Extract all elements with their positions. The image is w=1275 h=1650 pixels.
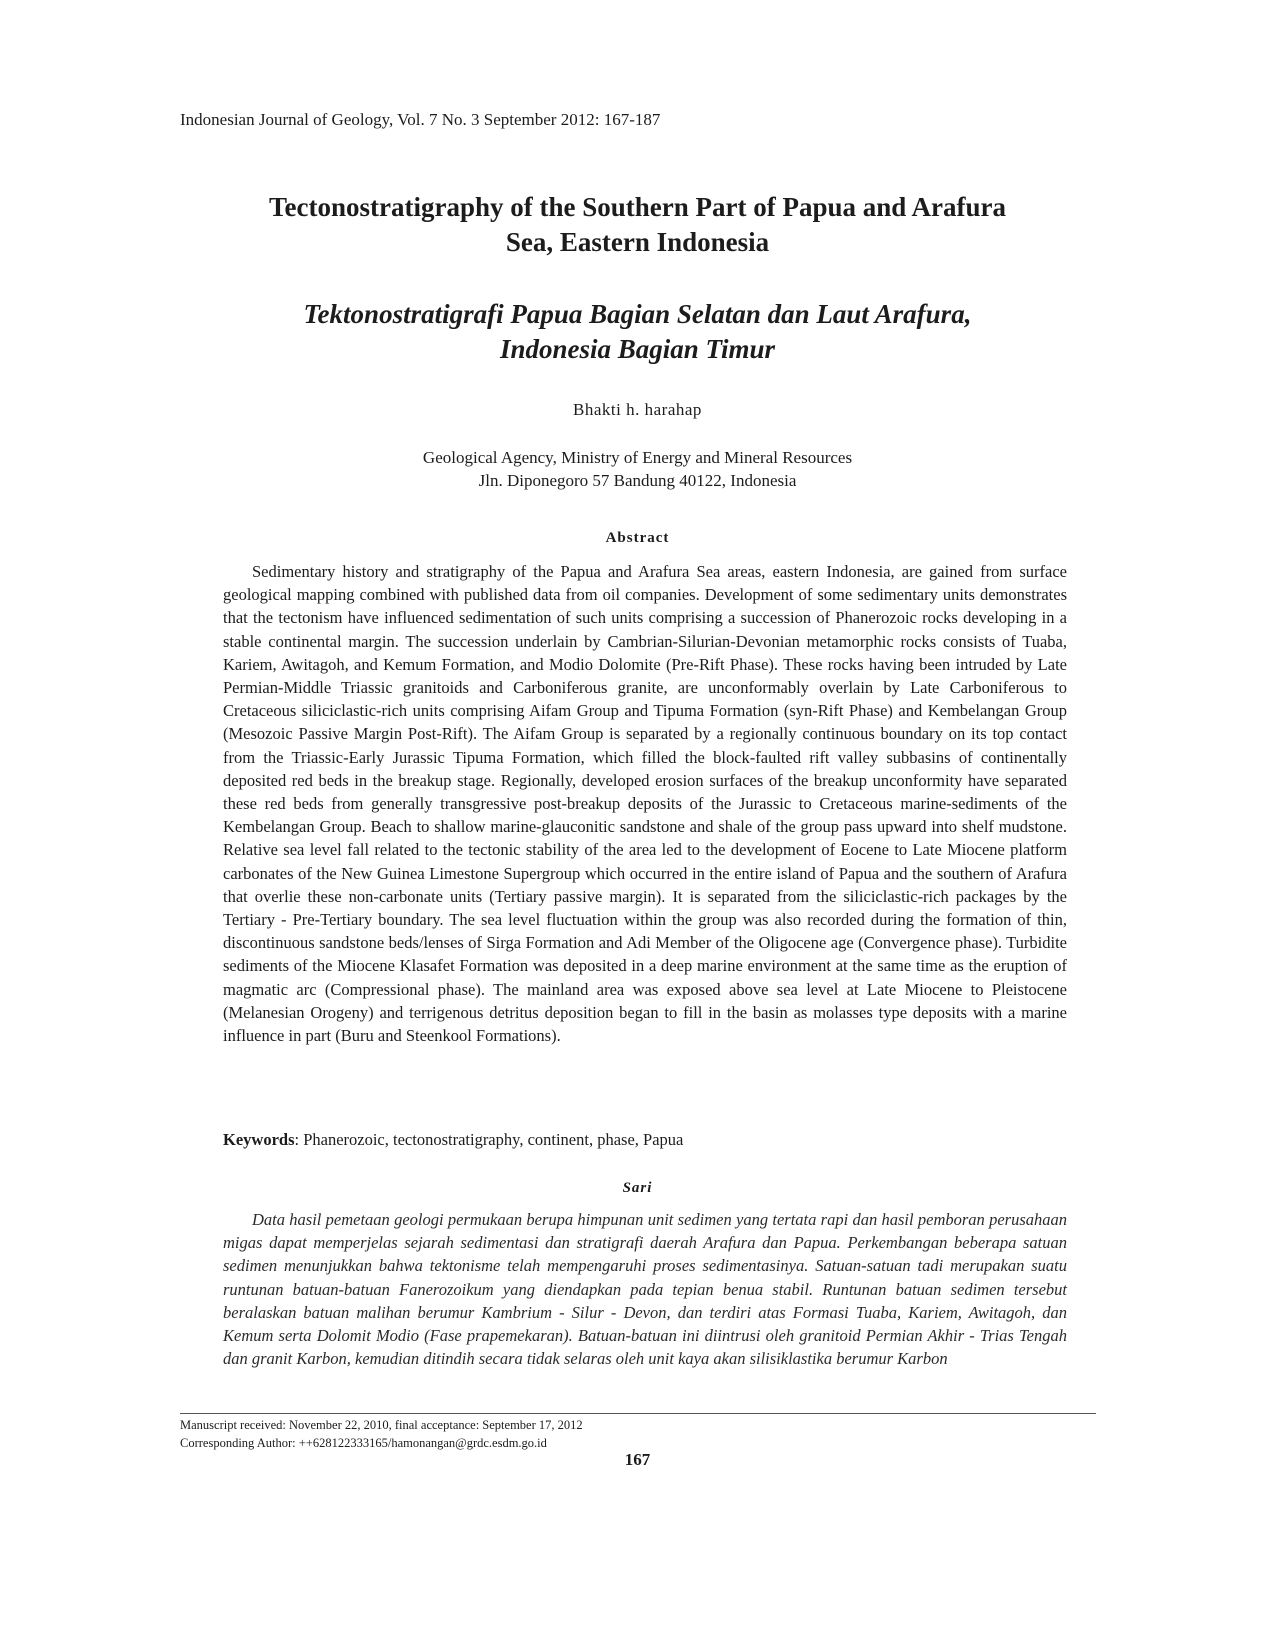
title-english (150, 190, 1125, 260)
sari-heading: Sari (622, 1180, 653, 1196)
title-english-line: Tectonostratigraphy of the Southern Part of Papua and Arafura (268, 192, 1006, 222)
title-indonesian (150, 297, 1125, 367)
corresponding-author: Corresponding Author: ++628122333165/hamonangan@grdc.esdm.go.id (180, 1436, 547, 1450)
footnote-divider (180, 1413, 1096, 1414)
manuscript-dates: Manuscript received: November 22, 2010, final acceptance: September 17, 2012 (180, 1418, 583, 1432)
title-indonesian-line: Tektonostratigrafi Papua Bagian Selatan dan Laut Arafura, (303, 299, 972, 329)
author-name: Bhakti h. harahap (573, 400, 702, 419)
keywords-label: Keywords (223, 1130, 295, 1149)
keywords-text: : Phanerozoic, tectonostratigraphy, continent, phase, Papua (294, 1130, 684, 1149)
page-number: 167 (624, 1450, 651, 1469)
abstract-heading: Abstract (605, 530, 670, 546)
abstract-text: Sedimentary history and stratigraphy of the Papua and Arafura Sea areas, eastern Indonesia, are gained from surface geological mapping combined with published data from oil companies. Development of some sedimentary units demonstrates that the tectonism have influenced sedimentation of such units comprising a succession of Phanerozoic rocks developing in a stable continental margin. The succession underlain by Cambrian-Silurian-Devonian metamorphic rocks consists of Tuaba, Kariem, Awitagoh, and Kemum Formation, and Modio Dolomite (Pre-Rift Phase). These rocks having been intruded by Late Permian-Middle Triassic granitoids and Carboniferous granite, are unconformably overlain by Late Carboniferous to Cretaceous siliciclastic-rich units comprising Aifam Group and Tipuma Formation (syn-Rift Phase) and Kembelangan Group (Mesozoic Passive Margin Post-Rift). The Aifam Group is separated by a regionally continuous boundary on its top contact from the Triassic-Early Jurassic Tipuma Formation, which filled the block-faulted rift valley subbasins of continentally deposited red beds in the breakup stage. Regionally, developed erosion surfaces of the breakup unconformity have separated these red beds from generally transgressive post-breakup deposits of the Jurassic to Cretaceous marine-sediments of the Kembelangan Group. Beach to shallow marine-glauconitic sandstone and shale of the group pass upward into shelf mudstone. Relative sea level fall related to the tectonic stability of the area led to the development of Eocene to Late Miocene platform carbonates of the New Guinea Limestone Supergroup which occurred in the entire island of Papua and the southern of Arafura that overlie these non-carbonate units (Tertiary passive margin). It is separated from the siliciclastic-rich packages by the Tertiary - Pre-Tertiary boundary. The sea level fluctuation within the group was also recorded during the formation of thin, discontinuous sandstone beds/lenses of Sirga Formation and Adi Member of the Oligocene age (Convergence phase). Turbidite sediments of the Miocene Klasafet Formation was deposited in a deep marine environment at the same time as the eruption of magmatic arc (Compressional phase). The mainland area was exposed above sea level at Late Miocene to Pleistocene (Melanesian Orogeny) and terrigenous detritus deposition began to fill in the basin as molasses type deposits with a marine influence in part (Buru and Steenkool Formations). (223, 562, 1067, 1046)
keywords (223, 1130, 683, 1150)
affiliation-line: Jln. Diponegoro 57 Bandung 40122, Indonesia (478, 471, 797, 490)
affiliation (0, 446, 1275, 492)
title-english-line: Sea, Eastern Indonesia (505, 227, 770, 257)
title-indonesian-line: Indonesia Bagian Timur (499, 334, 776, 364)
affiliation-line: Geological Agency, Ministry of Energy and Mineral Resources (422, 448, 853, 467)
sari-text: Data hasil pemetaan geologi permukaan berupa himpunan unit sedimen yang tertata rapi dan hasil pemboran perusahaan migas dapat memperjelas sejarah sedimentasi dan stratigrafi daerah Arafura dan Papua. Perkembangan beberapa satuan sedimen menunjukkan bahwa tektonisme telah mempengaruhi proses sedimentasinya. Satuan-satuan tadi merupakan suatu runtunan batuan-batuan Fanerozoikum yang diendapkan pada tepian benua stabil. Runtunan batuan sedimen tersebut beralaskan batuan malihan berumur Kambrium - Silur - Devon, dan terdiri atas Formasi Tuaba, Kariem, Awitagoh, dan Kemum serta Dolomit Modio (Fase prapemekaran). Batuan-batuan ini diintrusi oleh granitoid Permian Akhir - Trias Tengah dan granit Karbon, kemudian ditindih secara tidak selaras oleh unit kaya akan silisiklastika berumur Karbon (223, 1210, 1067, 1369)
running-head: Indonesian Journal of Geology, Vol. 7 No. 3 September 2012: 167-187 (180, 110, 661, 129)
